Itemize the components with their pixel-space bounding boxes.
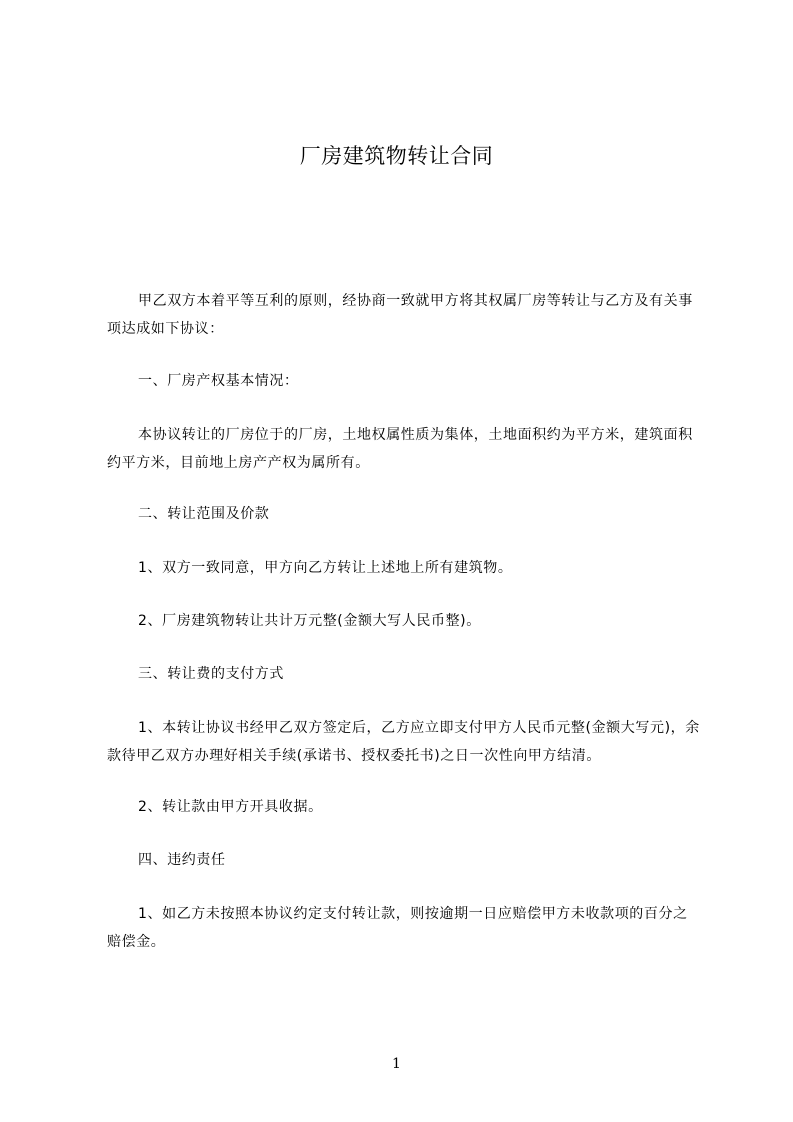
section-heading-1: 一、厂房产权基本情况： xyxy=(138,373,299,389)
clause-2-2: 2、厂房建筑物转让共计万元整(金额大写人民币整)。 xyxy=(138,613,481,629)
section-heading-4: 四、违约责任 xyxy=(138,852,226,868)
property-paragraph: 本协议转让的厂房位于的厂房，土地权属性质为集体，土地面积约为平方米，建筑面积约平方米，目前地上房产产权为属所有。 xyxy=(107,427,693,471)
clause-4-1: 1、如乙方未按照本协议约定支付转让款，则按逾期一日应赔偿甲方未收款项的百分之赔偿金。 xyxy=(107,906,688,950)
page-number: 1 xyxy=(392,1056,401,1072)
clause-3-2: 2、转让款由甲方开具收据。 xyxy=(138,799,323,815)
clause-3-1: 1、本转让协议书经甲乙双方签定后，乙方应立即支付甲方人民币元整(金额大写元)，余款待甲乙双方办理好相关手续(承诺书、授权委托书)之日一次性向甲方结清。 xyxy=(107,720,700,764)
section-heading-3: 三、转让费的支付方式 xyxy=(138,666,284,682)
intro-paragraph: 甲乙双方本着平等互利的原则，经协商一致就甲方将其权属厂房等转让与乙方及有关事项达成如下协议： xyxy=(107,293,693,337)
section-heading-2: 二、转让范围及价款 xyxy=(138,506,270,522)
document-title: 厂房建筑物转让合同 xyxy=(299,144,494,168)
clause-2-1: 1、双方一致同意，甲方向乙方转让上述地上所有建筑物。 xyxy=(138,560,513,576)
